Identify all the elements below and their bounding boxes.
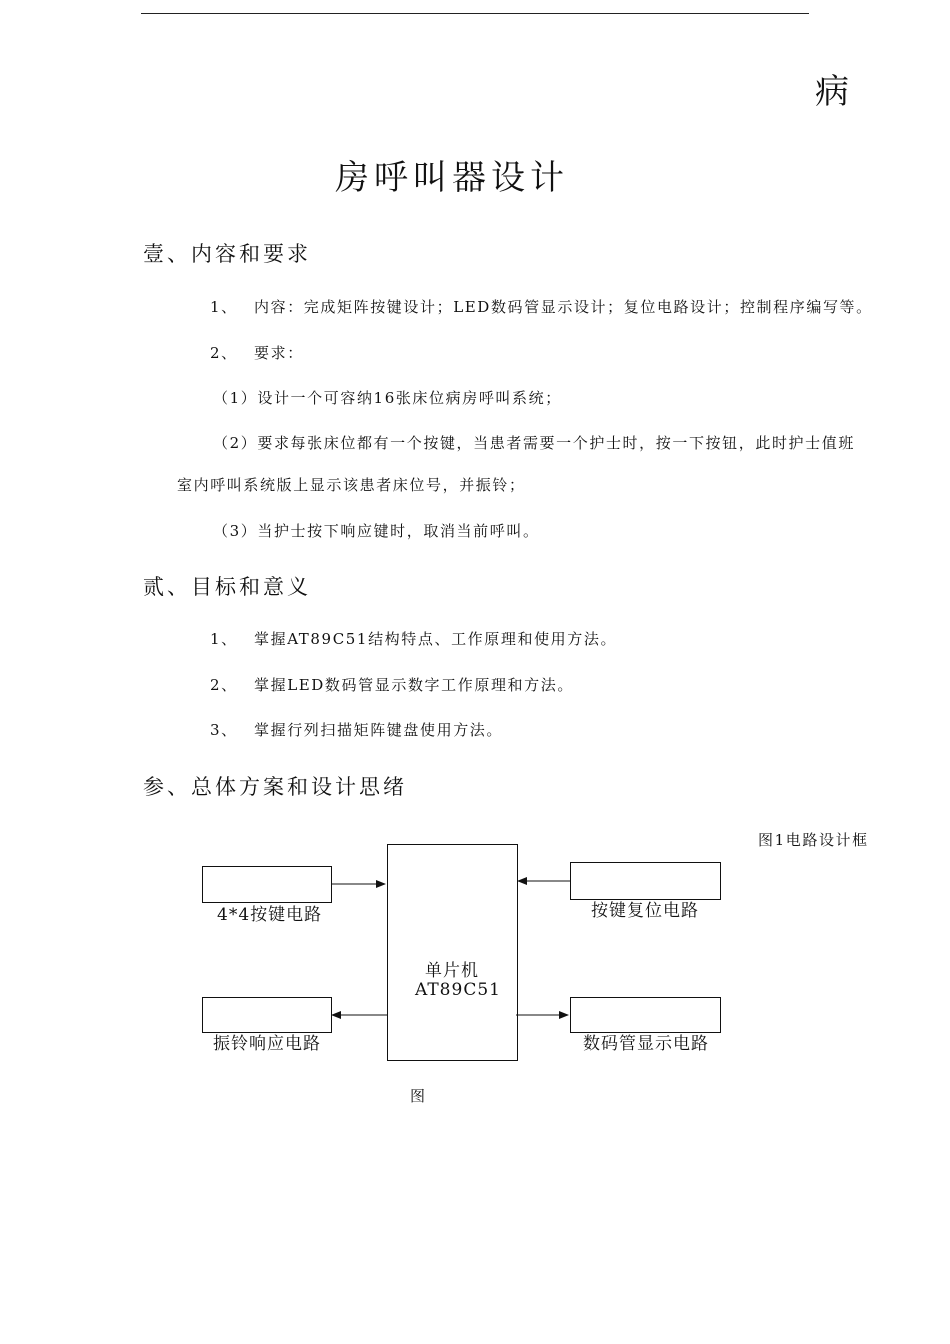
requirement-2-line2: 室内呼叫系统版上显示该患者床位号，并振铃；: [177, 476, 526, 494]
doc-title-part2: 房呼叫器设计: [335, 158, 569, 198]
mcu-model: AT89C51: [415, 980, 501, 1000]
item-text: 掌握AT89C51结构特点、工作原理和使用方法。: [254, 630, 618, 648]
item-text: 掌握LED数码管显示数字工作原理和方法。: [254, 676, 574, 694]
item-number: 1、: [210, 630, 238, 648]
keypad-label: 4*4按键电路: [217, 905, 323, 925]
figure-caption: 图: [410, 1087, 427, 1105]
section3-heading: 参、总体方案和设计思绪: [143, 775, 407, 799]
doc-title-part1: 病: [815, 72, 851, 112]
item-text: 要求：: [254, 344, 304, 362]
bell-label: 振铃响应电路: [213, 1034, 321, 1054]
section1-heading: 壹、内容和要求: [143, 242, 311, 266]
item-number: 3、: [210, 721, 238, 739]
item-text: 掌握行列扫描矩阵键盘使用方法。: [254, 721, 504, 739]
item-text: 内容：完成矩阵按键设计；LED数码管显示设计；复位电路设计；控制程序编写等。: [254, 298, 873, 316]
mcu-label: 单片机: [425, 961, 479, 981]
section2-heading: 贰、目标和意义: [143, 575, 311, 599]
requirement-1: （1）设计一个可容纳16张床位病房呼叫系统；: [213, 389, 562, 407]
item-number: 2、: [210, 676, 238, 694]
item-number: 1、: [210, 298, 238, 316]
requirement-2-line1: （2）要求每张床位都有一个按键，当患者需要一个护士时，按一下按钮，此时护士值班: [213, 434, 855, 452]
figure-title: 图1电路设计框: [758, 831, 869, 849]
item-number: 2、: [210, 344, 238, 362]
display-label: 数码管显示电路: [583, 1034, 709, 1054]
reset-label: 按键复位电路: [591, 901, 699, 921]
requirement-3: （3）当护士按下响应键时，取消当前呼叫。: [213, 522, 540, 540]
